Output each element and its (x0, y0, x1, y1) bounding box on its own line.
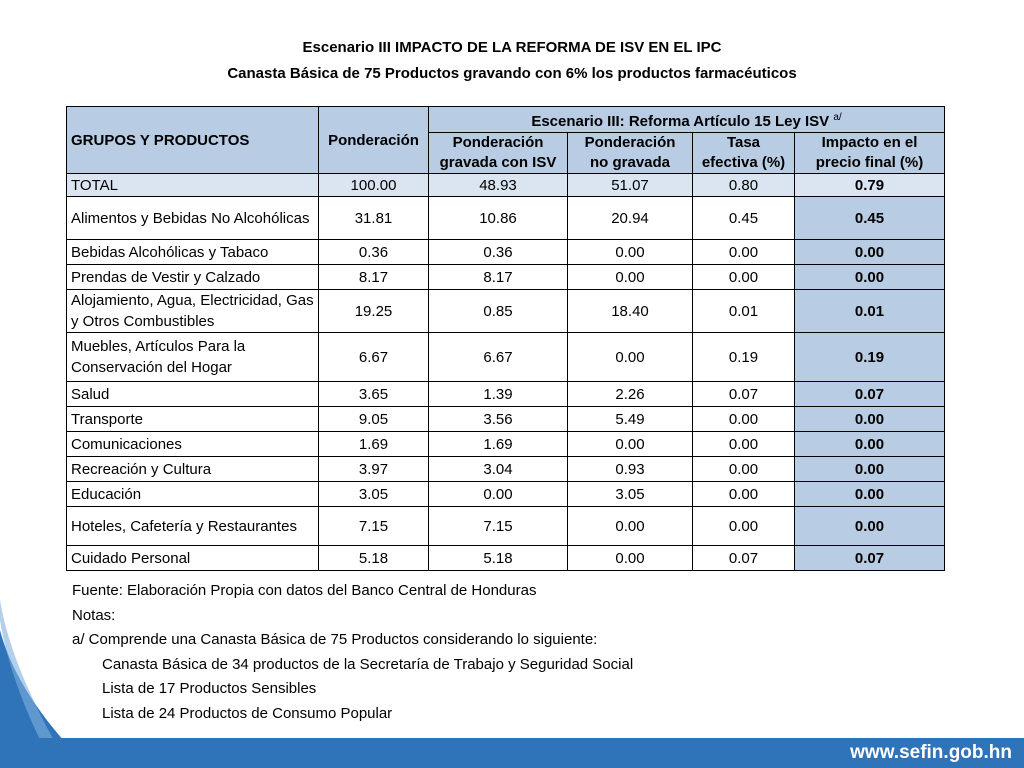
page-title: Escenario III IMPACTO DE LA REFORMA DE ISV EN EL IPC (302, 39, 722, 56)
isv-impact-table (66, 106, 945, 571)
row-impacto: 0.00 (795, 240, 945, 265)
header-scenario-label: Escenario III: Reforma Artículo 15 Ley ISV (531, 113, 830, 130)
header-pond-gravada-line1: Ponderación (452, 134, 544, 151)
row-tasa: 0.19 (693, 333, 795, 382)
header-tasa (693, 133, 795, 174)
header-pond-gravada-line2: gravada con ISV (439, 154, 557, 171)
row-gravada: 48.93 (429, 174, 568, 197)
row-tasa: 0.07 (693, 546, 795, 571)
row-gravada: 10.86 (429, 197, 568, 240)
row-impacto: 0.07 (795, 546, 945, 571)
row-no-gravada: 5.49 (568, 407, 693, 432)
row-impacto: 0.19 (795, 333, 945, 382)
row-name: Hoteles, Cafetería y Restaurantes (67, 507, 319, 546)
table-row (67, 382, 945, 407)
row-name: Alojamiento, Agua, Electricidad, Gas y Otros Combustibles (67, 290, 319, 333)
header-tasa-line1: Tasa (726, 134, 761, 151)
table-row (67, 197, 945, 240)
row-gravada: 1.39 (429, 382, 568, 407)
row-ponderacion: 7.15 (319, 507, 429, 546)
header-pond-gravada (429, 133, 568, 174)
table-row (67, 240, 945, 265)
row-name: Bebidas Alcohólicas y Tabaco (67, 240, 319, 265)
row-impacto: 0.00 (795, 432, 945, 457)
row-impacto: 0.45 (795, 197, 945, 240)
header-impacto-line2: precio final (%) (815, 154, 924, 171)
row-name: Cuidado Personal (67, 546, 319, 571)
source-note: Fuente: Elaboración Propia con datos del Banco Central de Honduras (72, 582, 537, 599)
table-row (67, 507, 945, 546)
row-impacto: 0.00 (795, 457, 945, 482)
row-no-gravada: 0.93 (568, 457, 693, 482)
row-no-gravada: 0.00 (568, 240, 693, 265)
row-gravada: 7.15 (429, 507, 568, 546)
row-gravada: 3.56 (429, 407, 568, 432)
row-tasa: 0.00 (693, 482, 795, 507)
notes-block (72, 580, 633, 727)
row-ponderacion: 9.05 (319, 407, 429, 432)
table-row (67, 333, 945, 382)
row-impacto: 0.79 (795, 174, 945, 197)
notes-label: Notas: (72, 606, 116, 624)
row-tasa: 0.00 (693, 507, 795, 546)
row-gravada: 0.85 (429, 290, 568, 333)
note-item: Canasta Básica de 34 productos de la Secretaría de Trabajo y Seguridad Social (102, 655, 634, 673)
header-impacto-line1: Impacto en el (821, 134, 918, 151)
row-gravada: 8.17 (429, 265, 568, 290)
header-impacto (795, 133, 945, 174)
row-gravada: 1.69 (429, 432, 568, 457)
row-name: Alimentos y Bebidas No Alcohólicas (67, 197, 319, 240)
row-name: Recreación y Cultura (67, 457, 319, 482)
row-name: Muebles, Artículos Para la Conservación del Hogar (67, 333, 319, 382)
footer-url[interactable]: www.sefin.gob.hn (850, 742, 1012, 763)
row-tasa: 0.80 (693, 174, 795, 197)
row-no-gravada: 0.00 (568, 546, 693, 571)
row-ponderacion: 0.36 (319, 240, 429, 265)
row-gravada: 6.67 (429, 333, 568, 382)
row-no-gravada: 0.00 (568, 507, 693, 546)
row-impacto: 0.01 (795, 290, 945, 333)
table-row (67, 482, 945, 507)
row-name: TOTAL (67, 174, 319, 197)
row-tasa: 0.01 (693, 290, 795, 333)
table-row (67, 290, 945, 333)
header-pond-no-gravada-line2: no gravada (589, 154, 671, 171)
row-tasa: 0.00 (693, 457, 795, 482)
row-gravada: 0.00 (429, 482, 568, 507)
row-no-gravada: 20.94 (568, 197, 693, 240)
row-tasa: 0.00 (693, 432, 795, 457)
row-no-gravada: 51.07 (568, 174, 693, 197)
table-row (67, 432, 945, 457)
table-row (67, 407, 945, 432)
row-ponderacion: 3.65 (319, 382, 429, 407)
header-pond-no-gravada-line1: Ponderación (584, 134, 676, 151)
header-ponderacion: Ponderación (319, 107, 429, 174)
row-name: Transporte (67, 407, 319, 432)
table-row (67, 265, 945, 290)
row-tasa: 0.00 (693, 407, 795, 432)
row-ponderacion: 100.00 (319, 174, 429, 197)
note-a: a/ Comprende una Canasta Básica de 75 Productos considerando lo siguiente: (72, 631, 598, 648)
row-name: Educación (67, 482, 319, 507)
row-ponderacion: 5.18 (319, 546, 429, 571)
row-impacto: 0.00 (795, 507, 945, 546)
row-no-gravada: 0.00 (568, 432, 693, 457)
row-name: Comunicaciones (67, 432, 319, 457)
page-subtitle: Canasta Básica de 75 Productos gravando con 6% los productos farmacéuticos (227, 65, 797, 82)
row-tasa: 0.00 (693, 240, 795, 265)
header-scenario-note: a/ (833, 112, 842, 123)
row-impacto: 0.07 (795, 382, 945, 407)
row-impacto: 0.00 (795, 407, 945, 432)
row-name: Prendas de Vestir y Calzado (67, 265, 319, 290)
row-name: Salud (67, 382, 319, 407)
row-no-gravada: 0.00 (568, 265, 693, 290)
row-ponderacion: 3.05 (319, 482, 429, 507)
note-item: Lista de 17 Productos Sensibles (102, 680, 317, 697)
table-row (67, 457, 945, 482)
row-gravada: 3.04 (429, 457, 568, 482)
row-ponderacion: 6.67 (319, 333, 429, 382)
row-ponderacion: 8.17 (319, 265, 429, 290)
row-impacto: 0.00 (795, 265, 945, 290)
table-row-total (67, 174, 945, 197)
row-no-gravada: 18.40 (568, 290, 693, 333)
row-no-gravada: 3.05 (568, 482, 693, 507)
row-ponderacion: 31.81 (319, 197, 429, 240)
row-gravada: 0.36 (429, 240, 568, 265)
header-tasa-line2: efectiva (%) (701, 154, 786, 171)
row-tasa: 0.00 (693, 265, 795, 290)
row-tasa: 0.45 (693, 197, 795, 240)
header-pond-no-gravada (568, 133, 693, 174)
table-row (67, 546, 945, 571)
row-gravada: 5.18 (429, 546, 568, 571)
header-scenario (429, 107, 945, 133)
row-no-gravada: 2.26 (568, 382, 693, 407)
note-item: Lista de 24 Productos de Consumo Popular (102, 704, 393, 722)
row-ponderacion: 1.69 (319, 432, 429, 457)
header-groups: GRUPOS Y PRODUCTOS (67, 107, 319, 174)
row-tasa: 0.07 (693, 382, 795, 407)
row-ponderacion: 19.25 (319, 290, 429, 333)
row-no-gravada: 0.00 (568, 333, 693, 382)
row-ponderacion: 3.97 (319, 457, 429, 482)
row-impacto: 0.00 (795, 482, 945, 507)
